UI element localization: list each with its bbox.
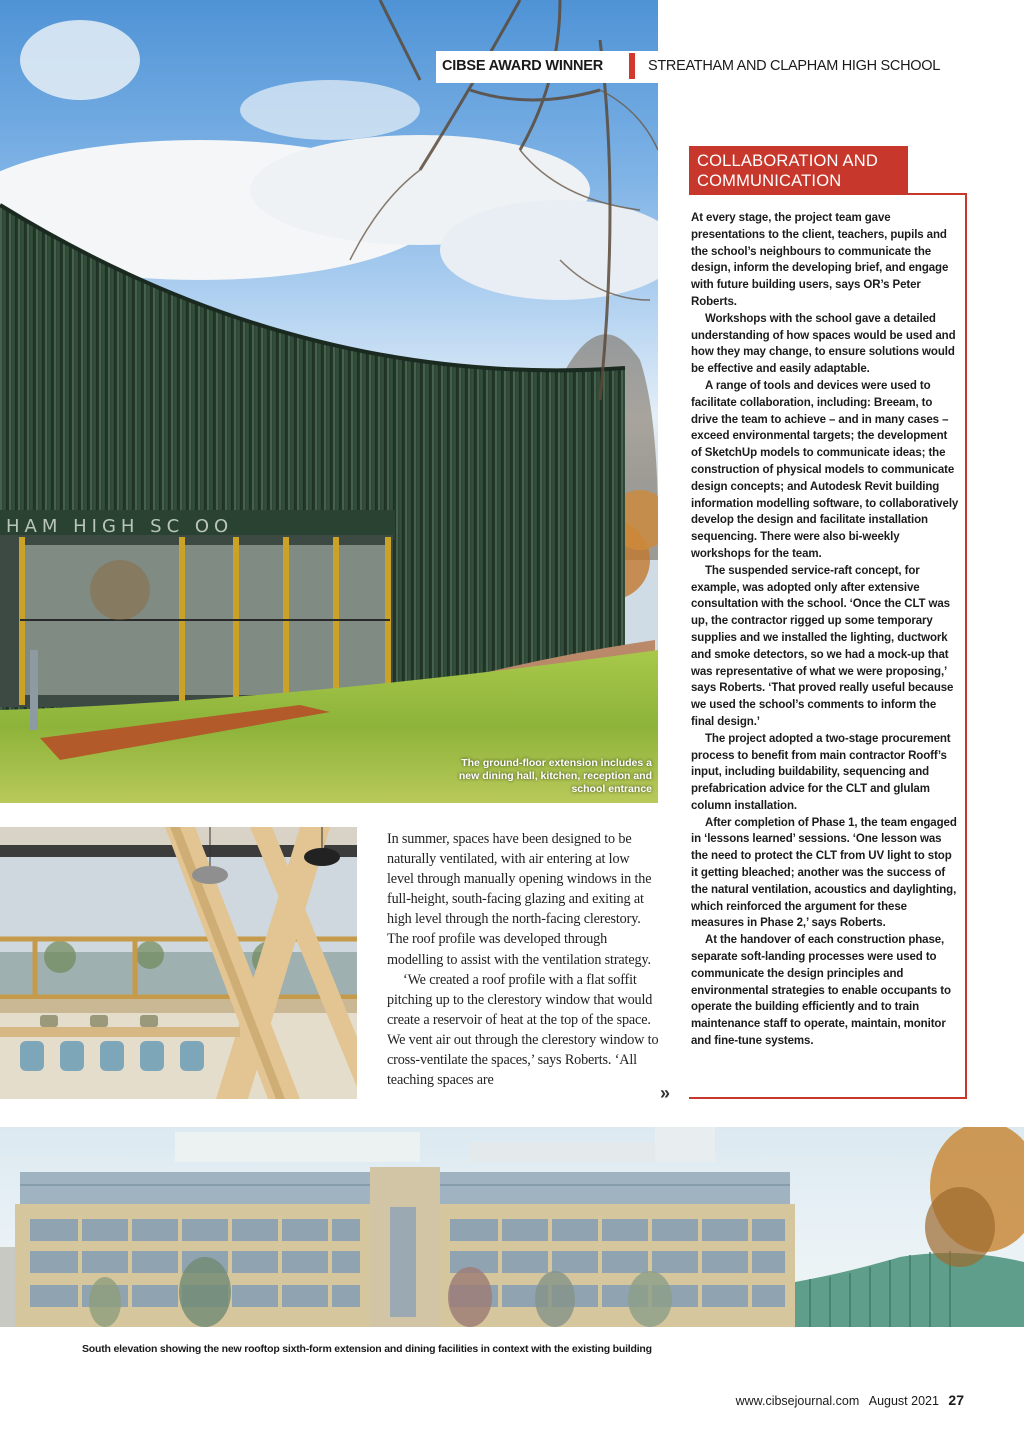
page-number: 27 (948, 1392, 964, 1408)
sidebar-title: COLLABORATION AND COMMUNICATION (689, 146, 908, 193)
sidebar-paragraph: A range of tools and devices were used to facilitate collaboration, including: Breeam, to drive the team to achieve – and in many cases – exceed environmental targets; the development of SketchUp models to communicate ideas; the construction of physical models to communicate design concepts; and Autodesk Revit building information modelling software, to collaboratively develop the design and facilitate installation sequencing. There were also bi-weekly workshops for the team. (691, 379, 959, 560)
hero-illustration (0, 0, 658, 803)
continue-arrow-icon: » (660, 1083, 671, 1103)
body-paragraph: In summer, spaces have been designed to be naturally ventilated, with air entering at low level through manually opening windows in the full-height, south-facing glazing and exiting at high level through the north-facing clerestory. The roof profile was developed through modelling to assist with the ventilation strategy. (387, 831, 652, 968)
interior-illustration (0, 827, 357, 1099)
award-label: CIBSE AWARD WINNER (442, 58, 604, 74)
page-footer (736, 1392, 964, 1408)
sidebar-paragraph: After completion of Phase 1, the team engaged in ‘lessons learned’ sessions. ‘One lesson was the need to protect the CLT from UV light to stop it getting bleached; another was the success of the natural ventilation, acoustics and daylighting, which reinforced the argument for these measures in Phase 2,’ says Roberts. (691, 816, 957, 930)
school-name: STREATHAM AND CLAPHAM HIGH SCHOOL (648, 58, 940, 74)
sidebar-paragraph: At every stage, the project team gave presentations to the client, teachers, pupils and the school’s neighbours to communicate the design, inform the developing brief, and engage with future building users, says OR’s Peter Roberts. (691, 212, 949, 308)
running-header (436, 51, 1024, 83)
body-paragraph: ‘We created a roof profile with a flat soffit pitching up to the clerestory window that would create a reservoir of heat at the top of the space. We vent air out through the clerestory window to cross-ventilate the spaces,’ says Roberts. ‘All teaching spaces are (387, 971, 659, 1089)
sidebar-paragraph: At the handover of each construction phase, separate soft-landing processes were used to communicate the design principles and environmental strategies to enable occupants to operate the building efficiently and to train maintenance staff to operate, maintain, monitor and fine-tune systems. (691, 934, 951, 1048)
hero-caption: The ground-floor extension includes a new dining hall, kitchen, reception and school entrance (458, 757, 652, 795)
issue-date: August 2021 (868, 1394, 939, 1408)
facade-lettering: HAM HIGH SC OO (6, 516, 234, 537)
elevation-illustration (0, 1127, 1024, 1327)
sidebar-paragraph: Workshops with the school gave a detailed understanding of how spaces would be used and how they may change, to ensure solutions would be effective and easily adaptable. (691, 312, 956, 376)
sidebar-text (691, 210, 959, 1050)
body-text (387, 829, 659, 1090)
journal-url[interactable]: www.cibsejournal.com (735, 1394, 860, 1408)
hero-photo (0, 0, 658, 803)
elevation-caption: South elevation showing the new rooftop sixth-form extension and dining facilities in context with the existing building (82, 1343, 652, 1355)
interior-photo (0, 827, 357, 1099)
elevation-drawing (0, 1127, 1024, 1327)
header-divider (629, 53, 635, 79)
sidebar-paragraph: The suspended service-raft concept, for example, was adopted only after extensive consultation with the school. ‘Once the CLT was up, the contractor rigged up some temporary supplies and we installed the lighting, ductwork and smoke detectors, so we had a mock-up that was representative of what we were proposing,’ says Roberts. ‘That proved really useful because we used the school’s comments to inform the final design.’ (691, 564, 954, 728)
sidebar-paragraph: The project adopted a two-stage procurement process to benefit from main contractor Rooff’s input, including buildability, sequencing and prefabrication advice for the CLT and glulam column installation. (691, 732, 951, 812)
